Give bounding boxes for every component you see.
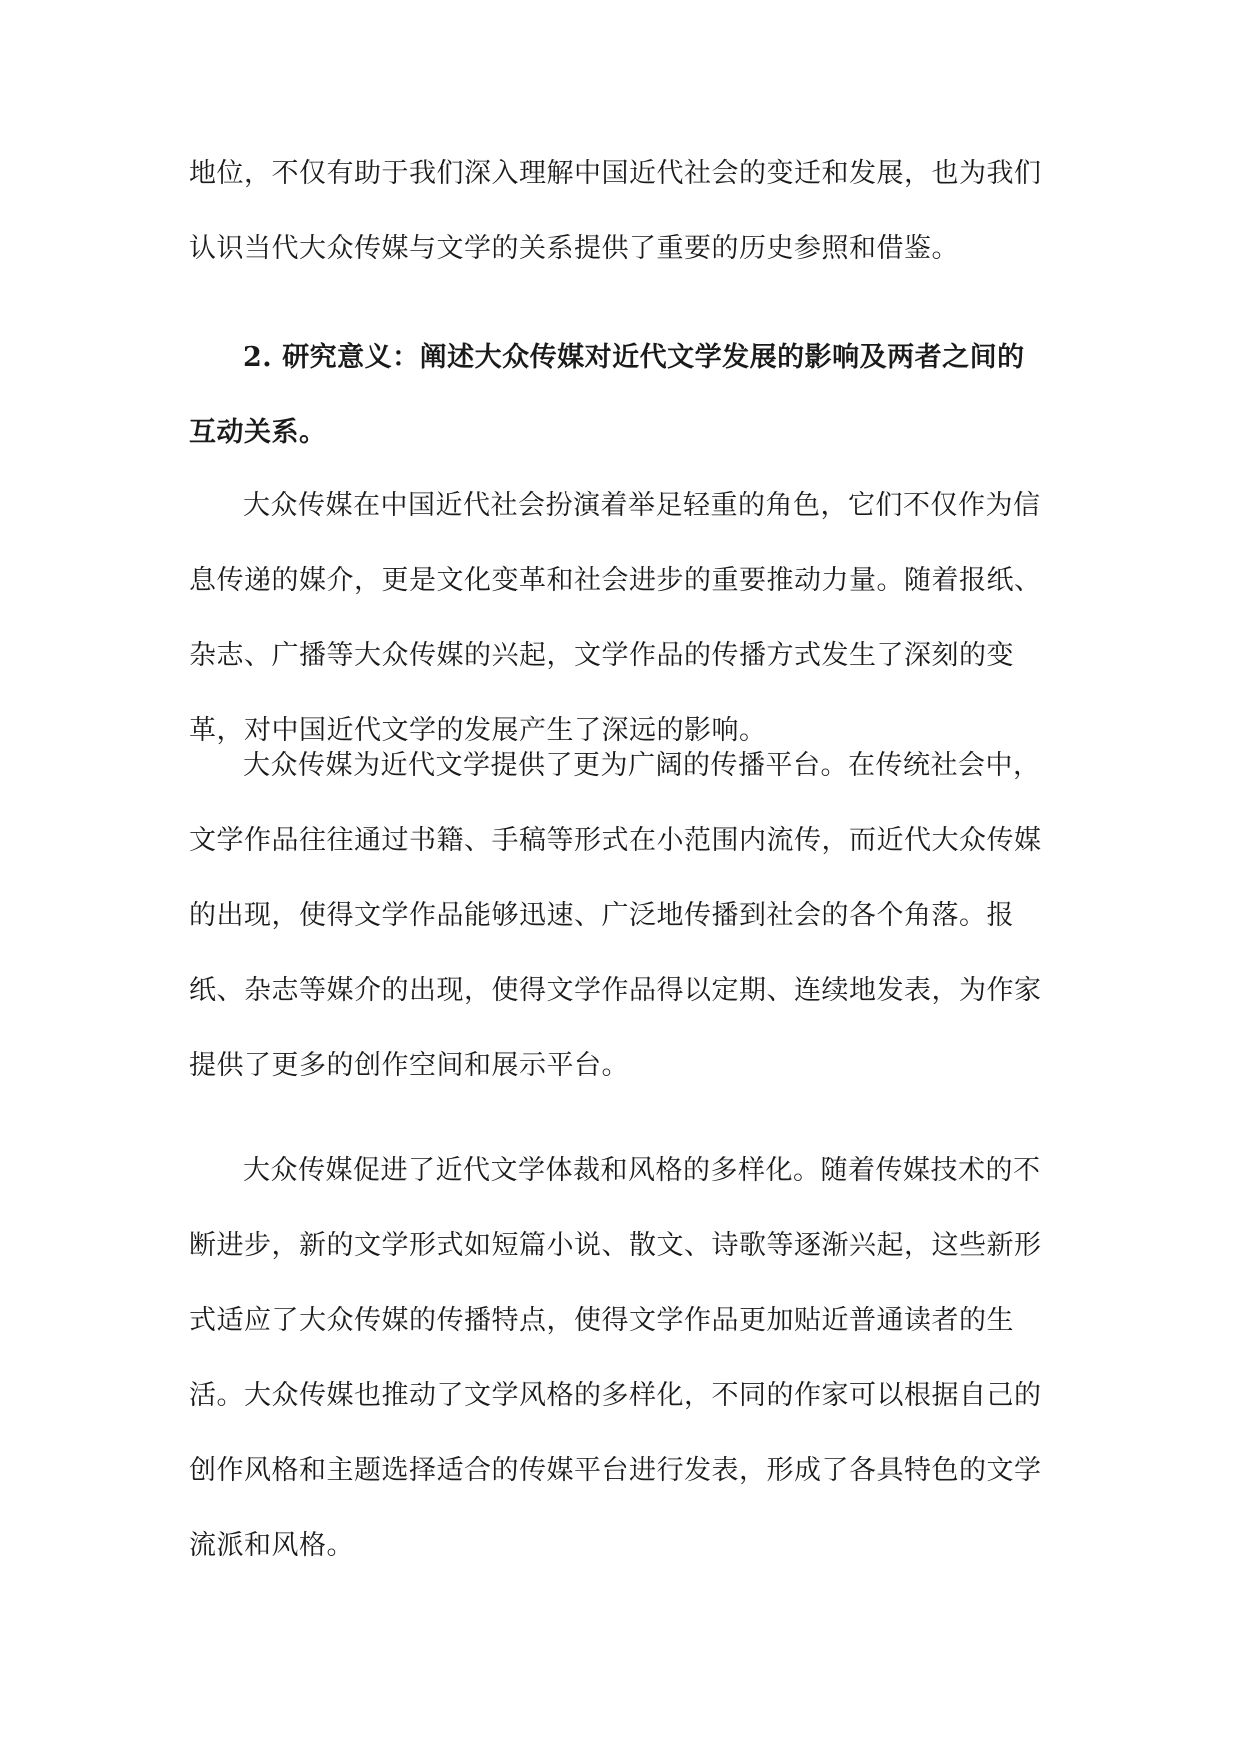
section-number: 2. bbox=[243, 342, 273, 373]
body-paragraph-2: 大众传媒为近代文学提供了更为广阔的传播平台。在传统社会中，文学作品往往通过书籍、手稿等形式在小范围内流传，而近代大众传媒的出现，使得文学作品能够迅速、广泛地传播到社会的各个角落。报纸、杂志等媒介的出现，使得文学作品得以定期、连续地发表，为作家提供了更多的创作空间和展示平台。 bbox=[189, 750, 1042, 1081]
body-paragraph-1: 大众传媒在中国近代社会扮演着举足轻重的角色，它们不仅作为信息传递的媒介，更是文化变革和社会进步的重要推动力量。随着报纸、杂志、广播等大众传媒的兴起，文学作品的传播方式发生了深刻的变革，对中国近代文学的发展产生了深远的影响。 bbox=[189, 490, 1042, 746]
section-heading bbox=[189, 320, 1051, 470]
continuation-paragraph: 地位，不仅有助于我们深入理解中国近代社会的变迁和发展，也为我们认识当代大众传媒与文学的关系提供了重要的历史参照和借鉴。 bbox=[189, 158, 1042, 264]
body-paragraph-3: 大众传媒促进了近代文学体裁和风格的多样化。随着传媒技术的不断进步，新的文学形式如短篇小说、散文、诗歌等逐渐兴起，这些新形式适应了大众传媒的传播特点，使得文学作品更加贴近普通读者的生活。大众传媒也推动了文学风格的多样化，不同的作家可以根据自己的创作风格和主题选择适合的传媒平台进行发表，形成了各具特色的文学流派和风格。 bbox=[189, 1155, 1042, 1561]
section-heading-text: 研究意义：阐述大众传媒对近代文学发展的影响及两者之间的互动关系。 bbox=[189, 342, 1025, 448]
